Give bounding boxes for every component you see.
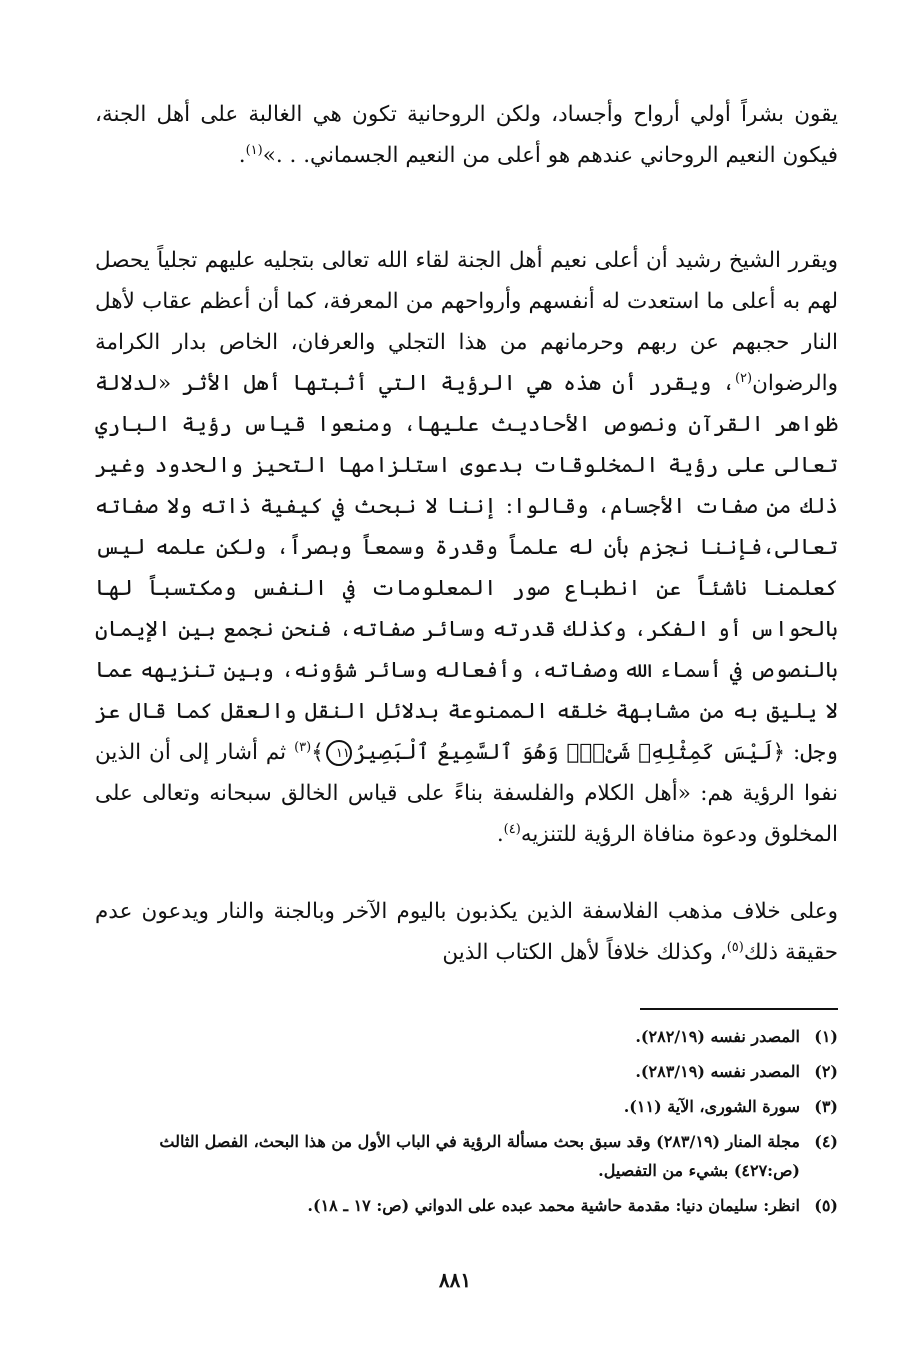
footnote-text: انظر: سليمان دنيا: مقدمة حاشية محمد عبده على الدواني (ص: ١٧ ـ ١٨).: [307, 1196, 800, 1215]
footnote-ref-1[interactable]: (١): [245, 142, 263, 158]
paragraph-1-text: يقون بشراً أولي أرواح وأجساد، ولكن الروحانية تكون هي الغالبة على أهل الجنة، فيكون النعيم الروحاني عندهم هو أعلى من النعيم الجسماني. . .»: [95, 102, 838, 168]
verse-number-mark: ١١: [326, 740, 352, 766]
quran-verse-close: ﴾: [311, 740, 324, 765]
footnote-ref-3[interactable]: (٣): [294, 739, 312, 755]
footnote-number: (٢): [814, 1062, 838, 1081]
paragraph-2-text-c: ثم أشار إلى أن الذين نفوا الرؤية هم: «أهل الكلام والفلسفة بناءً على قياس الخالق سبحانه وتعالى على المخلوق ودعوة منافاة الرؤية للتنزيه: [95, 740, 838, 847]
paragraph-2-end: .: [496, 822, 504, 847]
footnote-text: سورة الشورى، الآية (١١).: [623, 1097, 800, 1116]
footnote-separator: [640, 1008, 838, 1010]
paragraph-3-text-b: ، وكذلك خلافاً لأهل الكتاب الذين: [442, 940, 727, 965]
paragraph-2-text-b: ، ويقرر أن هذه هي الرؤية التي أثبتها أهل الأثر «لدلالة ظواهر القرآن ونصوص الأحاديث عليها، ومنعوا قياس رؤية الباري تعالى على رؤية المخلوقات بدعوى استلزامها التحيز والحدود وغير ذلك من صفات الأجسام، وقالوا: إننا لا نبحث في كيفية ذاته ولا صفاته تعالى،فإننا نجزم بأن له علماً وقدرة وسمعاً وبصراً، ولكن علمه ليس كعلمنا ناشئاً عن انطباع صور المعلومات في النفس ومكتسباً لها بالحواس أو الفكر، وكذلك قدرته وسائر صفاته، فنحن نجمع بين الإيمان بالنصوص في أسماء الله وصفاته، وأفعاله وسائر شؤونه، وبين تنزيهه عما لا يليق به من مشابهة خلقه الممنوعة بدلائل النقل والعقل كما قال عز وجل:: [95, 371, 838, 765]
footnote-item: [95, 1127, 838, 1185]
footnote-number: (٤): [814, 1132, 838, 1151]
footnote-ref-4[interactable]: (٤): [503, 821, 521, 837]
footnote-text: المصدر نفسه (٢٨٢/١٩).: [635, 1027, 800, 1046]
paragraph-3: [95, 891, 838, 973]
footnote-ref-2[interactable]: (٢): [734, 370, 753, 386]
paragraph-2: [95, 240, 838, 855]
footnote-item: [95, 1057, 838, 1086]
paragraph-1: يقون بشراً أولي أرواح وأجساد، ولكن الروحانية تكون هي الغالبة على أهل الجنة، فيكون النعيم الروحاني عندهم هو أعلى من النعيم الجسماني. . .»$^{(١)}$.: [95, 102, 838, 168]
footnote-text: مجلة المنار (٢٨٣/١٩) وقد سبق بحث مسألة الرؤية في الباب الأول من هذا البحث، الفصل الثالث (ص:٤٢٧) بشيء من التفصيل.: [159, 1132, 800, 1180]
footnote-item: [95, 1191, 838, 1220]
footnote-number: (٣): [814, 1097, 838, 1116]
footnote-ref-5[interactable]: (٥): [726, 939, 744, 955]
footnote-number: (٥): [814, 1196, 838, 1215]
paragraph-3-text-a: وعلى خلاف مذهب الفلاسفة الذين يكذبون باليوم الآخر وبالجنة والنار ويدعون عدم حقيقة ذلك: [95, 899, 838, 965]
footnote-text: المصدر نفسه (٢٨٣/١٩).: [635, 1062, 800, 1081]
quran-verse: ﴿لَيْسَ كَمِثْلِهِۦ شَىْءٌۖ وَهُوَ ٱلسَّمِيعُ ٱلْبَصِيرُ: [353, 740, 786, 765]
footnote-item: [95, 1022, 838, 1051]
footnotes-list: [95, 1022, 838, 1226]
footnote-item: [95, 1092, 838, 1121]
page-number: ٨٨١: [438, 1268, 472, 1292]
footnote-number: (١): [814, 1027, 838, 1046]
paragraph-2-text-a: ويقرر الشيخ رشيد أن أعلى نعيم أهل الجنة لقاء الله تعالى بتجليه عليهم تجلياً يحصل لهم به أعلى ما استعدت له أنفسهم وأرواحهم من المعرفة، كما أن أعظم عقاب لأهل النار حجبهم عن ربهم وحرمانهم من هذا التجلي والعرفان، الخاص بدار الكرامة والرضوان: [95, 248, 838, 396]
